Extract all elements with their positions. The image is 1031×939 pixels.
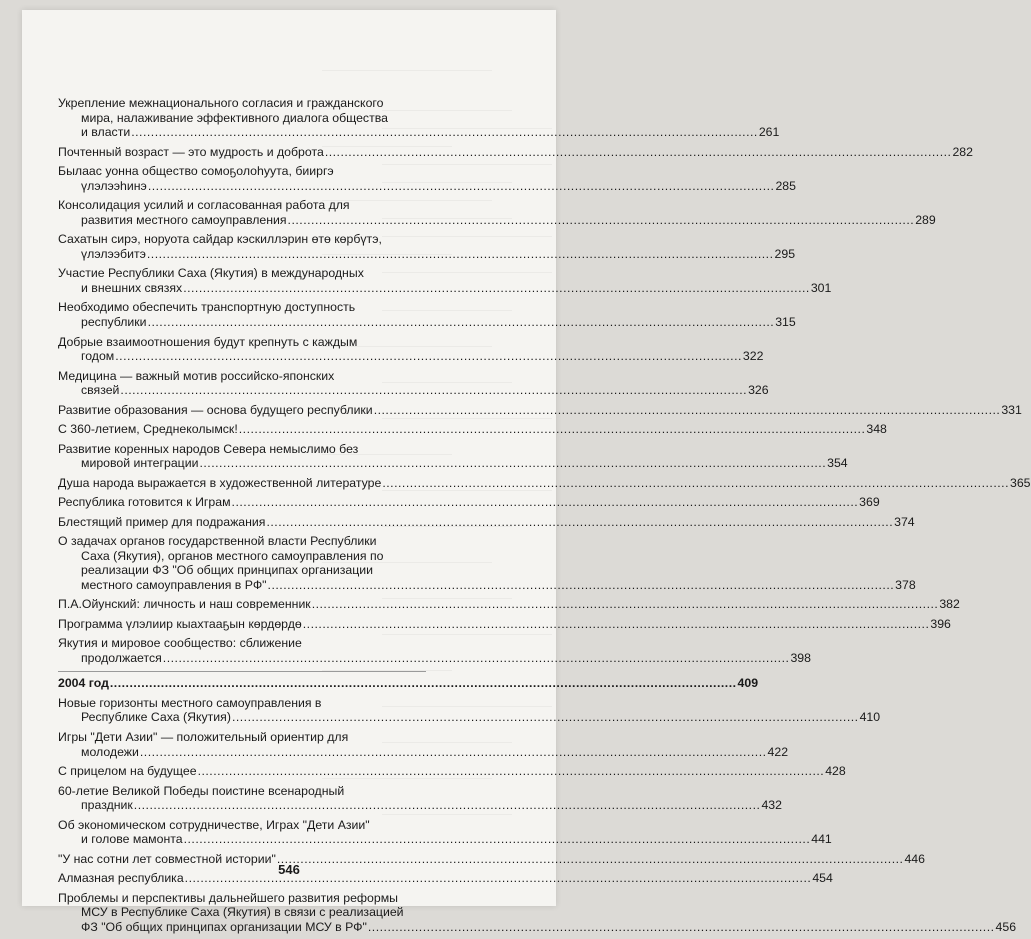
dot-leader [325,145,952,159]
toc-entry-line: Медицина — важный мотив российско-японских [58,368,335,383]
toc-entry-last-line [58,597,960,612]
toc-entry-last-line [58,456,848,471]
dot-leader [266,515,893,529]
toc-entry-last-line [58,422,887,437]
table-of-contents [58,96,1031,939]
toc-entry-last-line [58,495,880,510]
dot-leader [268,578,895,592]
toc-entry-line: Проблемы и перспективы дальнейшего развития реформы [58,890,398,905]
toc-entry-text: Республика готовится к Играм [58,495,231,510]
toc-entry-text: и власти [81,125,131,140]
toc-page-number: 289 [915,212,936,227]
toc-entry [58,368,769,398]
toc-entry-text: Республике Саха (Якутия) [81,710,231,725]
toc-page-number: 374 [894,514,915,529]
toc-entry-line: Новые горизонты местного самоуправления в [58,695,322,710]
dot-leader [312,597,939,611]
toc-entry-line: О задачах органов государственной власти Республики [58,534,377,549]
toc-entry-text: 2004 год [58,676,109,691]
toc-entry-text: ФЗ "Об общих принципах организации МСУ в РФ" [81,919,367,934]
toc-entry-last-line [58,919,1017,935]
toc-page-number: 285 [775,178,796,193]
toc-page-number: 295 [774,246,796,261]
dot-leader [148,179,775,193]
bleed-through-line [322,70,492,71]
dot-leader [131,125,758,139]
toc-entry-last-line [58,798,782,813]
toc-entry-text: "У нас сотни лет совместной истории" [58,851,276,866]
toc-entry-line: Необходимо обеспечить транспортную доступность [58,300,356,315]
dot-leader [232,710,859,724]
toc-entry-last-line [58,246,796,262]
toc-entry-text: связей [81,383,120,398]
toc-entry [58,514,915,530]
toc-entry-line: Участие Республики Саха (Якутия) в международных [58,266,364,281]
page-number: 546 [278,862,300,877]
section-divider [58,671,426,672]
dot-leader [120,383,747,397]
toc-entry [58,232,796,261]
toc-entry-last-line [58,383,769,398]
toc-entry-line: Добрые взаимоотношения будут крепнуть с каждым [58,334,358,349]
dot-leader [232,495,859,509]
toc-page-number: 456 [995,919,1017,934]
toc-entry [58,695,881,725]
toc-page-number: 409 [737,676,759,691]
toc-entry-text: развития местного самоуправления [81,212,287,227]
toc-entry [58,597,960,612]
book-page [22,10,1031,934]
toc-entry-line: Былаас уонна общество сомоҕолоһуута, бииргэ [58,164,334,179]
toc-page-number: 382 [939,597,960,612]
toc-entry-last-line [58,744,789,760]
toc-entry [58,729,789,759]
toc-page-number: 301 [810,280,832,295]
toc-entry [58,96,780,140]
dot-leader [110,676,737,690]
toc-entry [58,534,916,592]
toc-page-number: 454 [812,871,833,886]
dot-leader [115,349,742,363]
toc-entry-text: Почтенный возраст — это мудрость и доброта [58,144,324,159]
toc-entry-last-line [58,651,811,666]
toc-page-number: 322 [742,349,764,364]
toc-entry-last-line [58,402,1022,418]
toc-entry [58,198,936,227]
toc-entry-line: мира, налаживание эффективного диалога общества [81,110,388,125]
toc-page-number: 282 [952,144,973,159]
toc-entry-text: Алмазная республика [58,871,184,886]
toc-entry-last-line [58,144,973,160]
toc-entry-last-line [58,710,881,725]
toc-entry [58,475,1031,491]
toc-entry-text: П.А.Ойунский: личность и наш современник [58,597,311,612]
toc-entry [58,441,848,471]
toc-entry [58,422,887,437]
toc-entry-text: республики [81,315,147,330]
dot-leader [147,247,774,261]
toc-entry [58,495,880,510]
toc-entry-text: мировой интеграции [81,456,199,471]
toc-page-number: 428 [825,764,846,779]
dot-leader [134,798,761,812]
toc-page-number: 378 [895,577,916,592]
toc-page-number: 369 [859,495,880,510]
toc-entry-last-line [58,676,759,691]
toc-page-number: 261 [758,125,780,140]
toc-page-number: 446 [904,851,925,866]
toc-entry-text: праздник [81,798,133,813]
toc-entry-text: молодежи [81,744,139,759]
toc-entry-line: Об экономическом сотрудничестве, Играх "Дети Азии" [58,817,370,832]
toc-entry-line: Консолидация усилий и согласованная работа для [58,198,350,213]
toc-entry-text: Развитие образования — основа будущего республики [58,402,373,417]
toc-entry-text: С 360-летием, Среднеколымск! [58,422,238,437]
toc-entry-line: реализации ФЗ "Об общих принципах организации [81,563,374,578]
toc-entry-last-line [58,212,936,228]
toc-page-number: 422 [767,744,789,759]
toc-entry-last-line [58,475,1031,491]
toc-entry [58,402,1022,418]
dot-leader [148,315,775,329]
toc-page-number: 326 [748,383,769,398]
dot-leader [239,422,866,436]
toc-entry-line: 60-летие Великой Победы поистине всенародный [58,783,345,798]
toc-entry-text: и внешних связях [81,280,183,295]
toc-entry-line: Развитие коренных народов Севера немыслимо без [58,441,359,456]
toc-entry-last-line [58,832,832,847]
toc-entry-text: годом [81,349,115,364]
dot-leader [374,403,1001,417]
toc-entry [58,300,796,330]
dot-leader [288,213,915,227]
toc-entry-line: Укрепление межнационального согласия и гражданского [58,96,384,110]
toc-page-number: 432 [761,798,782,813]
dot-leader [183,281,810,295]
toc-entry [58,636,811,666]
dot-leader [303,617,930,631]
toc-entry-line: Сахатын сирэ, норуота сайдар кэскиллэрин өтө көрбүтэ, [58,232,382,247]
toc-entry-text: үлэлээбитэ [81,246,146,261]
toc-entry-text: С прицелом на будущее [58,764,197,779]
toc-entry-last-line [58,125,780,140]
toc-entry-line: Саха (Якутия), органов местного самоуправления по [81,548,384,563]
dot-leader [184,832,811,846]
toc-page-number: 398 [790,651,811,666]
toc-page-number: 396 [930,616,951,631]
toc-entry-text: продолжается [81,651,162,666]
toc-page-number: 441 [811,832,832,847]
toc-entry [58,164,796,193]
toc-entry-last-line [58,280,832,296]
toc-entry-text: Блестящий пример для подражания [58,514,266,529]
toc-entry-text: Программа үлэлиир кыахтааҕын көрдөрдө [58,616,302,631]
toc-entry-text: и голове мамонта [81,832,183,847]
toc-entry-last-line [58,514,915,530]
toc-page-number: 354 [827,456,848,471]
toc-entry-line: Игры "Дети Азии" — положительный ориентир для [58,729,349,744]
toc-entry [58,334,764,364]
toc-entry-last-line [58,315,796,330]
dot-leader [163,651,790,665]
toc-entry [58,890,1017,935]
toc-entry [58,783,782,813]
toc-page-number: 410 [859,710,881,725]
dot-leader [382,476,1009,490]
toc-entry-text: Душа народа выражается в художественной литературе [58,475,382,490]
toc-entry-text: үлэлээһинэ [81,178,147,193]
toc-year-heading [58,676,759,691]
dot-leader [199,456,826,470]
toc-entry-last-line [58,178,796,194]
toc-page-number: 365 [1009,475,1031,490]
toc-entry-last-line [58,349,764,364]
toc-entry [58,144,973,160]
dot-leader [368,920,995,934]
toc-entry [58,616,951,632]
toc-entry [58,266,832,295]
toc-entry-text: местного самоуправления в РФ" [81,577,267,592]
toc-page-number: 331 [1001,402,1022,417]
dot-leader [140,745,767,759]
toc-page-number: 315 [775,315,796,330]
toc-entry [58,817,832,847]
toc-entry [58,764,846,779]
dot-leader [198,764,825,778]
toc-entry-last-line [58,616,951,632]
toc-entry-line: Якутия и мировое сообщество: сближение [58,636,302,651]
toc-page-number: 348 [866,422,887,437]
toc-entry-line: МСУ в Республике Саха (Якутия) в связи с реализацией [81,905,404,920]
toc-entry-last-line [58,577,916,593]
toc-entry-last-line [58,764,846,779]
